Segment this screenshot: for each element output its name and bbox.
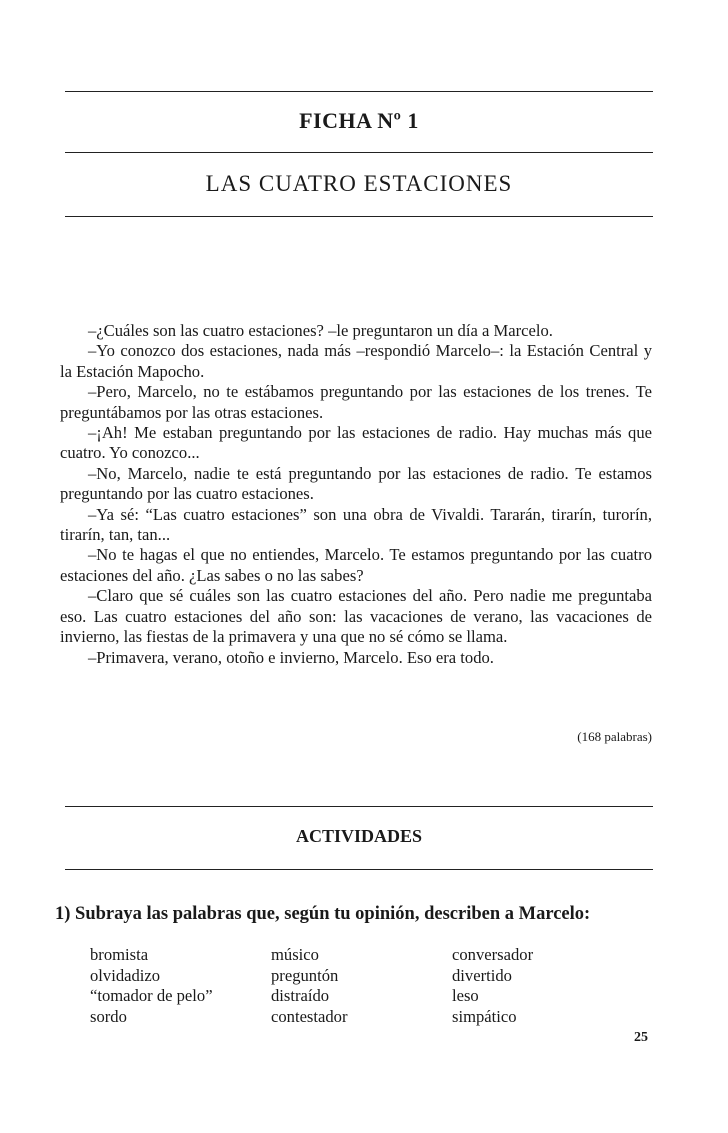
word-option: simpático (452, 1006, 517, 1026)
word-option: divertido (452, 965, 512, 985)
story-paragraph: –¿Cuáles son las cuatro estaciones? –le preguntaron un día a Marcelo. (88, 321, 553, 340)
story-paragraph: –Yo conozco dos estaciones, nada más –respondió Marcelo–: la Estación Central y la Estación Mapocho. (60, 341, 652, 381)
word-option: leso (452, 986, 479, 1006)
story-paragraph: –¡Ah! Me estaban preguntando por las estaciones de radio. Hay muchas más que cuatro. Yo conozco... (60, 423, 652, 463)
story-paragraph: –Pero, Marcelo, no te estábamos preguntando por las estaciones de los trenes. Te preguntábamos por las otras estaciones. (60, 382, 652, 422)
word-option: olvidadizo (90, 965, 161, 985)
activities-top-rule (65, 806, 653, 807)
word-option: sordo (90, 1006, 127, 1026)
word-option: preguntón (271, 965, 339, 985)
activities-title: ACTIVIDADES (295, 826, 423, 846)
story-paragraph: –Primavera, verano, otoño e invierno, Marcelo. Eso era todo. (88, 647, 494, 667)
story-paragraph: –No, Marcelo, nadie te está preguntando por las estaciones de radio. Te estamos preguntando por las cuatro estaciones. (60, 463, 652, 504)
story-paragraph: –Claro que sé cuáles son las cuatro estaciones del año. Pero nadie me preguntaba eso. Las cuatro estaciones del año son: las vacaciones de verano, las vacaciones de invierno, las fiestas de la primavera y una que no sé cómo se llama. (60, 586, 652, 647)
word-column (452, 945, 533, 1027)
activities-bottom-rule (65, 869, 653, 870)
word-option: “tomador de pelo” (90, 986, 213, 1006)
word-option: conversador (452, 945, 534, 964)
title-divider (65, 152, 653, 153)
page-number: 25 (634, 1030, 648, 1045)
story-paragraph: –No te hagas el que no entiendes, Marcelo. Te estamos preguntando por las cuatro estaciones del año. ¿Las sabes o no las sabes? (60, 545, 652, 585)
story-paragraph: –Ya sé: “Las cuatro estaciones” son una obra de Vivaldi. Tararán, tirarín, turorín, tirarín, tan, tan... (60, 504, 652, 545)
word-options (90, 945, 533, 1027)
word-column (271, 945, 452, 1027)
word-column (90, 945, 271, 1027)
activity-instruction: 1) Subraya las palabras que, según tu opinión, describen a Marcelo: (55, 904, 591, 924)
word-option: músico (271, 945, 319, 964)
story-text (60, 321, 652, 668)
word-count: (168 palabras) (577, 729, 652, 744)
story-title-rule (65, 216, 653, 217)
word-option: bromista (90, 945, 149, 964)
word-option: contestador (271, 1006, 348, 1026)
word-option: distraído (271, 986, 330, 1006)
top-rule (65, 91, 653, 92)
sheet-title: FICHA Nº 1 (299, 108, 419, 133)
story-title: LAS CUATRO ESTACIONES (205, 171, 513, 196)
